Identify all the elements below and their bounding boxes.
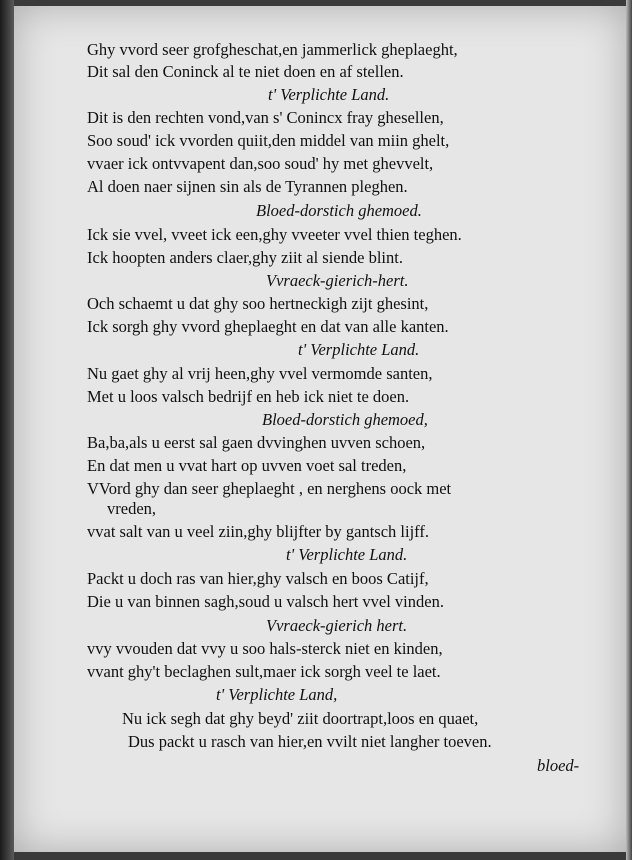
verse-line: Nu ick segh dat ghy beyd' ziit doortrapt,loos en quaet,	[122, 709, 479, 728]
verse-line: VVord ghy dan seer gheplaeght , en nerghens oock met	[87, 479, 452, 498]
catchword: bloed-	[537, 756, 580, 775]
verse-line: vvant ghy't beclaghen sult,maer ick sorgh veel te laet.	[87, 662, 441, 681]
verse-line: En dat men u vvat hart op uvven voet sal treden,	[87, 456, 407, 475]
verse-line: Ick sorgh ghy vvord gheplaeght en dat van alle kanten.	[87, 317, 449, 336]
verse-line: vvat salt van u veel ziin,ghy blijfter by gantsch lijff.	[87, 522, 429, 541]
speaker-heading: Bloed-dorstich ghemoed.	[256, 201, 422, 220]
verse-line: vvaer ick ontvvapent dan,soo soud' hy met ghevvelt,	[87, 154, 434, 173]
verse-line: Dus packt u rasch van hier,en vvilt niet langher toeven.	[128, 732, 492, 751]
speaker-heading: Vvraeck-gierich-hert.	[266, 271, 409, 290]
speaker-heading: Vvraeck-gierich hert.	[266, 616, 408, 635]
verse-line: Al doen naer sijnen sin als de Tyrannen pleghen.	[87, 177, 408, 196]
verse-line: Och schaemt u dat ghy soo hertneckigh zijt ghesint,	[87, 294, 429, 313]
verse-line: Dit is den rechten vond,van s' Conincx fray ghesellen,	[87, 108, 444, 127]
verse-line: Ghy vvord seer grofgheschat,en jammerlick gheplaeght,	[87, 40, 458, 59]
verse-line: Ick hoopten anders claer,ghy ziit al siende blint.	[87, 248, 403, 267]
verse-line: Ba,ba,als u eerst sal gaen dvvinghen uvven schoen,	[87, 433, 426, 452]
verse-line: Packt u doch ras van hier,ghy valsch en boos Catijf,	[87, 569, 429, 588]
verse-line: Die u van binnen sagh,soud u valsch hert vvel vinden.	[87, 592, 444, 611]
verse-line: vreden,	[107, 499, 157, 518]
verse-line: Dit sal den Coninck al te niet doen en af stellen.	[87, 62, 404, 81]
speaker-heading: t' Verplichte Land.	[268, 85, 390, 104]
verse-line: Ick sie vvel, vveet ick een,ghy vveeter vvel thien teghen.	[87, 225, 462, 244]
verse-line: Nu gaet ghy al vrij heen,ghy vvel vermomde santen,	[87, 364, 433, 383]
verse-line: Soo soud' ick vvorden quiit,den middel van miin ghelt,	[87, 131, 450, 150]
speaker-heading: t' Verplichte Land.	[286, 545, 408, 564]
verse-line: Met u loos valsch bedrijf en heb ick niet te doen.	[87, 387, 410, 406]
speaker-heading: Bloed-dorstich ghemoed,	[262, 410, 428, 429]
speaker-heading: t' Verplichte Land,	[216, 685, 338, 704]
verse-line: vvy vvouden dat vvy u soo hals-sterck niet en kinden,	[87, 639, 443, 658]
speaker-heading: t' Verplichte Land.	[298, 340, 420, 359]
